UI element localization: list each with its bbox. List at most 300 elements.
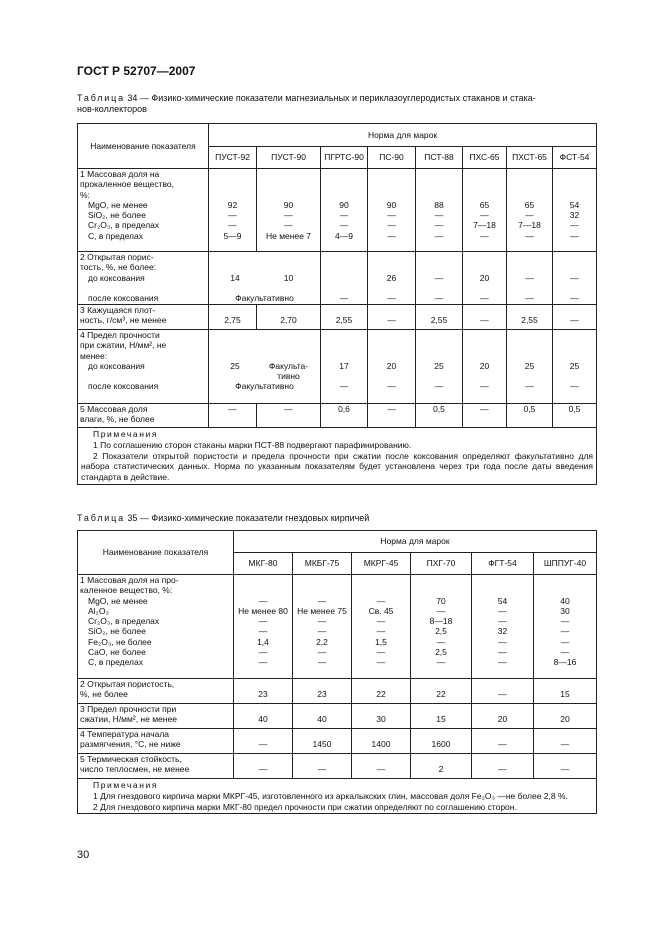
spacer	[465, 340, 504, 350]
spacer	[509, 190, 550, 200]
t35-value: —	[376, 595, 386, 606]
spacer	[474, 729, 531, 739]
t35-value: 32	[497, 626, 508, 637]
t34-value: —	[228, 404, 237, 414]
t34-value: 7—18	[518, 220, 541, 231]
t35-notes-title: Примечания	[93, 780, 159, 790]
t35-value: —	[560, 764, 570, 775]
t34-value: 20	[479, 272, 490, 283]
spacer	[354, 754, 408, 764]
spacer	[323, 351, 365, 361]
spacer	[465, 262, 504, 272]
t34-r3-name	[78, 305, 209, 330]
t34-r2-factative: Факультативно	[235, 293, 294, 304]
spacer	[323, 169, 365, 179]
t34-head-norm: Норма для марок	[209, 124, 597, 147]
spacer	[295, 704, 349, 714]
spacer	[236, 679, 290, 689]
spacer	[370, 351, 413, 361]
spacer	[354, 585, 408, 595]
table35	[77, 530, 597, 814]
t35-value: —	[258, 764, 268, 775]
t35-value: —	[258, 616, 268, 627]
spacer	[465, 252, 504, 262]
t34-r4-values	[553, 330, 597, 404]
t35-r1-values	[234, 575, 293, 679]
t34-value: —	[284, 220, 293, 231]
t34-row-4	[78, 330, 597, 404]
t35-r4-values	[352, 729, 411, 754]
spacer	[465, 330, 504, 340]
t34-r2-cols-1-2	[209, 252, 321, 305]
t34-value: —	[434, 293, 444, 304]
t34-value: 0,5	[568, 404, 581, 414]
t34-value: 2,55	[335, 315, 353, 326]
t34-value: 17	[339, 360, 349, 371]
t35-value: 70	[436, 595, 446, 606]
t34-r4-factative-split	[259, 361, 318, 382]
t35-value: 1,4	[257, 636, 269, 647]
t35-value: 23	[258, 689, 268, 700]
t34-r2-name-line: тость, %, не более:	[80, 262, 157, 273]
spacer	[323, 330, 365, 340]
t34-r1-values	[209, 169, 257, 252]
t35-value: —	[498, 616, 507, 627]
t35-value: 1400	[371, 739, 391, 750]
t34-row-3	[78, 305, 597, 330]
brand-header: ПУСТ-90	[257, 147, 321, 169]
t35-row-1	[78, 575, 597, 679]
t35-value: 2,5	[435, 647, 447, 658]
t35-r1-sub: MgO, не менее	[88, 595, 148, 606]
t34-value: —	[387, 404, 396, 414]
t34-value: —	[570, 220, 579, 231]
spacer	[413, 729, 469, 739]
t34-value: —	[339, 210, 349, 221]
spacer	[509, 169, 550, 179]
table35-caption-text: 35 — Физико-химические показатели гнездовых кирпичей	[127, 513, 370, 523]
spacer	[418, 351, 460, 361]
spacer	[295, 575, 349, 585]
t34-r2-values	[463, 252, 507, 305]
t34-value: 20	[386, 360, 397, 371]
t34-r2-values	[416, 252, 463, 305]
t34-r3-name-line: ность, г/см³, не менее	[80, 315, 167, 326]
t34-r3-values	[463, 305, 507, 330]
t35-r3-values	[411, 704, 472, 729]
t34-value: 14	[230, 272, 240, 283]
t35-value: —	[317, 616, 327, 627]
t34-value: 0,5	[523, 404, 536, 414]
t34-r3-values	[368, 305, 416, 330]
brand-header: ФСТ-54	[553, 147, 597, 169]
t34-value: —	[570, 315, 579, 326]
spacer	[211, 179, 254, 189]
spacer	[370, 330, 413, 340]
t35-r1-values	[534, 575, 597, 679]
spacer	[555, 252, 594, 262]
spacer	[354, 729, 408, 739]
t34-r3-values	[553, 305, 597, 330]
t34-value: 7—18	[473, 220, 496, 231]
t34-value: —	[228, 220, 237, 231]
t34-r1-values	[463, 169, 507, 252]
spacer	[555, 340, 594, 350]
t35-r2-name-line: %, не более	[80, 689, 128, 700]
spacer	[323, 190, 365, 200]
spacer	[211, 351, 318, 361]
spacer	[465, 351, 504, 361]
t34-value: —	[525, 381, 534, 392]
t34-value: —	[387, 220, 396, 231]
t34-value: —	[284, 404, 293, 414]
t34-r5-values	[368, 404, 416, 428]
spacer	[323, 340, 365, 350]
t35-r5-values	[411, 754, 472, 779]
t35-value: —	[317, 764, 327, 775]
t34-value: —	[480, 293, 489, 304]
t35-r3-values	[472, 704, 534, 729]
t35-value: 8—18	[429, 616, 453, 627]
brand-header: ПС-90	[368, 147, 416, 169]
t34-r3-values	[257, 305, 321, 330]
t34-value: —	[434, 220, 444, 231]
brand-header: ПХС-65	[463, 147, 507, 169]
t34-r2-values	[321, 252, 368, 305]
t35-note-2: 2 Для гнездового кирпича марки МКГ-80 предел прочности при сжатии определяют по соглашению сторон.	[93, 801, 517, 812]
spacer	[555, 190, 594, 200]
spacer	[236, 575, 290, 585]
t34-r4-cols-1-2	[209, 330, 321, 404]
spacer	[211, 305, 254, 315]
brand-header: ПГРТС-90	[321, 147, 368, 169]
t34-r3-values	[321, 305, 368, 330]
brand-header: МКБГ-75	[293, 553, 352, 575]
spacer	[555, 283, 594, 293]
t35-r1-sub: SiO₂, не более	[88, 626, 146, 637]
t34-r5-values	[463, 404, 507, 428]
spacer	[370, 340, 413, 350]
t34-value: 65	[524, 199, 535, 210]
spacer	[211, 262, 318, 272]
spacer	[536, 585, 594, 595]
spacer	[323, 262, 365, 272]
spacer	[323, 179, 365, 189]
t35-r5-name-line: 5 Термическая стойкость,	[80, 754, 182, 764]
spacer	[295, 754, 349, 764]
t35-r4-name-line: размягчения, °С, не ниже	[80, 739, 181, 750]
brand-header: ПУСТ-92	[209, 147, 257, 169]
t34-r4-values	[321, 330, 368, 404]
spacer	[509, 330, 550, 340]
t35-notes	[78, 779, 597, 814]
t34-r2-values	[553, 252, 597, 305]
spacer	[370, 169, 413, 179]
t35-value: —	[498, 657, 507, 668]
spacer	[536, 679, 594, 689]
spacer	[370, 179, 413, 189]
t34-value: 2,55	[521, 315, 538, 326]
t35-r2-values	[293, 679, 352, 704]
t34-r5-values	[416, 404, 463, 428]
t34-value: 5—9	[223, 230, 242, 241]
t35-r5-values	[234, 754, 293, 779]
t35-value: —	[317, 595, 327, 606]
spacer	[555, 305, 594, 315]
t34-r3-values	[507, 305, 553, 330]
t34-r5-values	[321, 404, 368, 428]
t35-r3-values	[352, 704, 411, 729]
t34-r2-values	[507, 252, 553, 305]
t35-r4-values	[411, 729, 472, 754]
t35-value: 2,5	[435, 626, 447, 637]
spacer	[555, 262, 594, 272]
t34-r5-values	[209, 404, 257, 428]
t34-r4-name-line: менее:	[80, 350, 108, 361]
t35-value: —	[258, 626, 268, 637]
t34-r4-factative-part: тивно	[277, 371, 300, 382]
t35-value: —	[498, 764, 507, 775]
t35-r5-values	[472, 754, 534, 779]
t34-value: —	[284, 210, 293, 221]
t35-value: —	[560, 647, 570, 658]
spacer	[418, 371, 460, 381]
spacer	[474, 575, 531, 585]
t34-r5-values	[553, 404, 597, 428]
t34-value: 25	[524, 360, 535, 371]
t35-value: 22	[436, 689, 446, 700]
t35-r4-name-line: 4 Температура начала	[80, 729, 170, 739]
t34-value: —	[434, 381, 444, 392]
spacer	[418, 283, 460, 293]
t34-value: —	[434, 272, 444, 283]
t35-r4-values	[293, 729, 352, 754]
t34-r4-sub2: после коксования	[88, 381, 159, 392]
spacer	[474, 704, 531, 714]
t35-value: 40	[258, 714, 268, 725]
t35-r1-sub: CaO, не более	[88, 647, 146, 658]
t35-head-name: Наименование показателя	[78, 531, 234, 575]
spacer	[259, 169, 318, 179]
spacer	[418, 340, 460, 350]
spacer	[418, 330, 460, 340]
t34-r1-sub: С, в пределах	[88, 230, 143, 241]
t35-r1-sub: Cr₂O₃, в пределах	[88, 616, 160, 627]
t35-value: 20	[497, 714, 508, 725]
t34-value: —	[339, 381, 349, 392]
t34-row-5	[78, 404, 597, 428]
spacer	[295, 585, 349, 595]
t34-r1-values	[507, 169, 553, 252]
t34-value: 25	[230, 360, 240, 371]
spacer	[418, 262, 460, 272]
spacer	[295, 729, 349, 739]
t35-r3-name-line: 3 Предел прочности при	[80, 704, 177, 714]
t34-r5-name	[78, 404, 209, 428]
page-number: 30	[77, 849, 90, 861]
t34-r2-name-line: 2 Открытая порис-	[80, 252, 154, 262]
t34-value: —	[387, 293, 396, 304]
table35-caption-word: Таблица	[77, 513, 125, 523]
spacer	[413, 754, 469, 764]
t35-value: —	[376, 657, 386, 668]
spacer	[413, 679, 469, 689]
spacer	[323, 283, 365, 293]
spacer	[370, 262, 413, 272]
spacer	[536, 704, 594, 714]
t34-r1-name-line: прокаленное вещество,	[80, 179, 175, 190]
spacer	[474, 585, 531, 595]
t34-r1-values	[553, 169, 597, 252]
spacer	[555, 169, 594, 179]
t34-value: —	[525, 210, 534, 221]
t35-value: 20	[560, 714, 570, 725]
spacer	[80, 283, 206, 293]
t35-r2-values	[352, 679, 411, 704]
spacer	[418, 305, 460, 315]
t35-r3-name	[78, 704, 234, 729]
t34-r3-values	[209, 305, 257, 330]
spacer	[509, 252, 550, 262]
t34-value	[323, 273, 365, 283]
t35-r1-sub: Fe₂O₃, не более	[88, 636, 152, 647]
t35-r2-values	[234, 679, 293, 704]
t34-value: 0,5	[433, 404, 445, 414]
t35-r1-name-line: каленное вещество, %:	[80, 585, 173, 596]
t35-r5-values	[534, 754, 597, 779]
t35-r3-name-line: сжатии, Н/мм², не менее	[80, 714, 177, 725]
spacer	[370, 190, 413, 200]
t35-value: Не менее 80	[238, 605, 288, 616]
t35-r5-name-line: число теплосмен, не менее	[80, 764, 190, 775]
t34-value: —	[570, 293, 579, 304]
t35-value: Св. 45	[368, 605, 394, 616]
t34-r2-sub1: до коксования	[88, 272, 145, 283]
spacer	[509, 351, 550, 361]
spacer	[465, 305, 504, 315]
t35-value: —	[258, 657, 268, 668]
spacer	[354, 575, 408, 585]
t34-r4-values	[463, 330, 507, 404]
t34-head-name: Наименование показателя	[78, 124, 209, 169]
t34-value: —	[387, 210, 396, 221]
spacer	[555, 330, 594, 340]
spacer	[413, 704, 469, 714]
spacer	[236, 704, 290, 714]
t35-value: 15	[560, 689, 570, 700]
spacer	[295, 679, 349, 689]
spacer	[80, 371, 206, 381]
t34-note-1: 1 По соглашению сторон стаканы марки ПСТ-88 подвергают парафинированию.	[93, 439, 412, 450]
t35-value: 40	[560, 595, 570, 606]
spacer	[211, 330, 318, 340]
spacer	[536, 729, 594, 739]
spacer	[465, 179, 504, 189]
t35-value: 30	[376, 714, 386, 725]
t34-r4-factative-part: Факульта-	[268, 360, 309, 371]
t34-r4-factative: Факультативно	[235, 381, 294, 392]
t35-value: 8—16	[553, 657, 577, 668]
spacer	[418, 190, 460, 200]
t35-value: —	[258, 647, 268, 658]
table34-caption-word: Таблица	[77, 93, 125, 103]
t34-value: —	[387, 230, 396, 241]
t35-row-5	[78, 754, 597, 779]
t34-value: —	[387, 381, 396, 392]
t35-r2-name-line: 2 Открытая пористость,	[80, 679, 175, 689]
t35-r1-name-line: 1 Массовая доля на про-	[80, 575, 179, 585]
t34-value: —	[570, 272, 579, 283]
t35-value: 1450	[312, 739, 332, 750]
t34-r4-inner	[211, 361, 318, 382]
t34-value: 20	[479, 360, 490, 371]
t34-value: Не менее 7	[265, 230, 312, 241]
t35-value: —	[560, 636, 570, 647]
t34-r5-values	[257, 404, 321, 428]
t34-value: 2,55	[430, 315, 448, 326]
t35-row-4	[78, 729, 597, 754]
spacer	[509, 340, 550, 350]
brand-header: МКРГ-45	[352, 553, 411, 575]
spacer	[323, 252, 365, 262]
spacer	[465, 371, 504, 381]
spacer	[465, 190, 504, 200]
spacer	[536, 754, 594, 764]
t35-value: 15	[436, 714, 446, 725]
t35-value: 30	[560, 605, 570, 616]
t35-r1-values	[352, 575, 411, 679]
t35-r1-sub: Al₂O₃	[88, 605, 109, 616]
t35-r1-values	[472, 575, 534, 679]
spacer	[555, 351, 594, 361]
t34-value: —	[525, 293, 534, 304]
t35-value: —	[376, 616, 386, 627]
t35-value: —	[498, 605, 507, 616]
t34-value: 54	[569, 199, 580, 210]
t34-notes	[78, 428, 597, 485]
t35-r5-values	[352, 754, 411, 779]
t34-r1-name-line: 1 Массовая доля на	[80, 169, 160, 179]
t35-value: —	[317, 657, 327, 668]
spacer	[418, 169, 460, 179]
t35-value: —	[258, 595, 268, 606]
t34-value: —	[339, 293, 349, 304]
t34-value: 65	[479, 199, 490, 210]
t34-value: 90	[283, 199, 294, 210]
t34-r4-values	[368, 330, 416, 404]
spacer	[211, 340, 318, 350]
t34-r1-sub: Cr₂O₃, в пределах	[88, 220, 160, 231]
t34-value: —	[480, 230, 489, 241]
spacer	[474, 679, 531, 689]
t35-r4-values	[534, 729, 597, 754]
spacer	[509, 179, 550, 189]
spacer	[323, 371, 365, 381]
spacer	[555, 179, 594, 189]
t34-r2-name	[78, 252, 209, 305]
table35-caption	[77, 513, 595, 524]
t34-r2-inner	[211, 273, 318, 283]
t35-value: —	[376, 626, 386, 637]
t34-r5-name-line: влаги, %, не более	[80, 414, 155, 425]
spacer	[509, 283, 550, 293]
t34-value: 90	[339, 199, 349, 210]
t34-note-2: 2 Показатели открытой пористости и предела прочности при сжатии после коксования определяют факультативно для набора статистических данных. Норма по указанным показателям будет установлена через три года после даты введения стандарта в действие.	[81, 450, 594, 483]
t34-value: 25	[569, 360, 580, 371]
spacer	[555, 371, 594, 381]
t35-r3-values	[293, 704, 352, 729]
table34-caption	[77, 93, 595, 115]
